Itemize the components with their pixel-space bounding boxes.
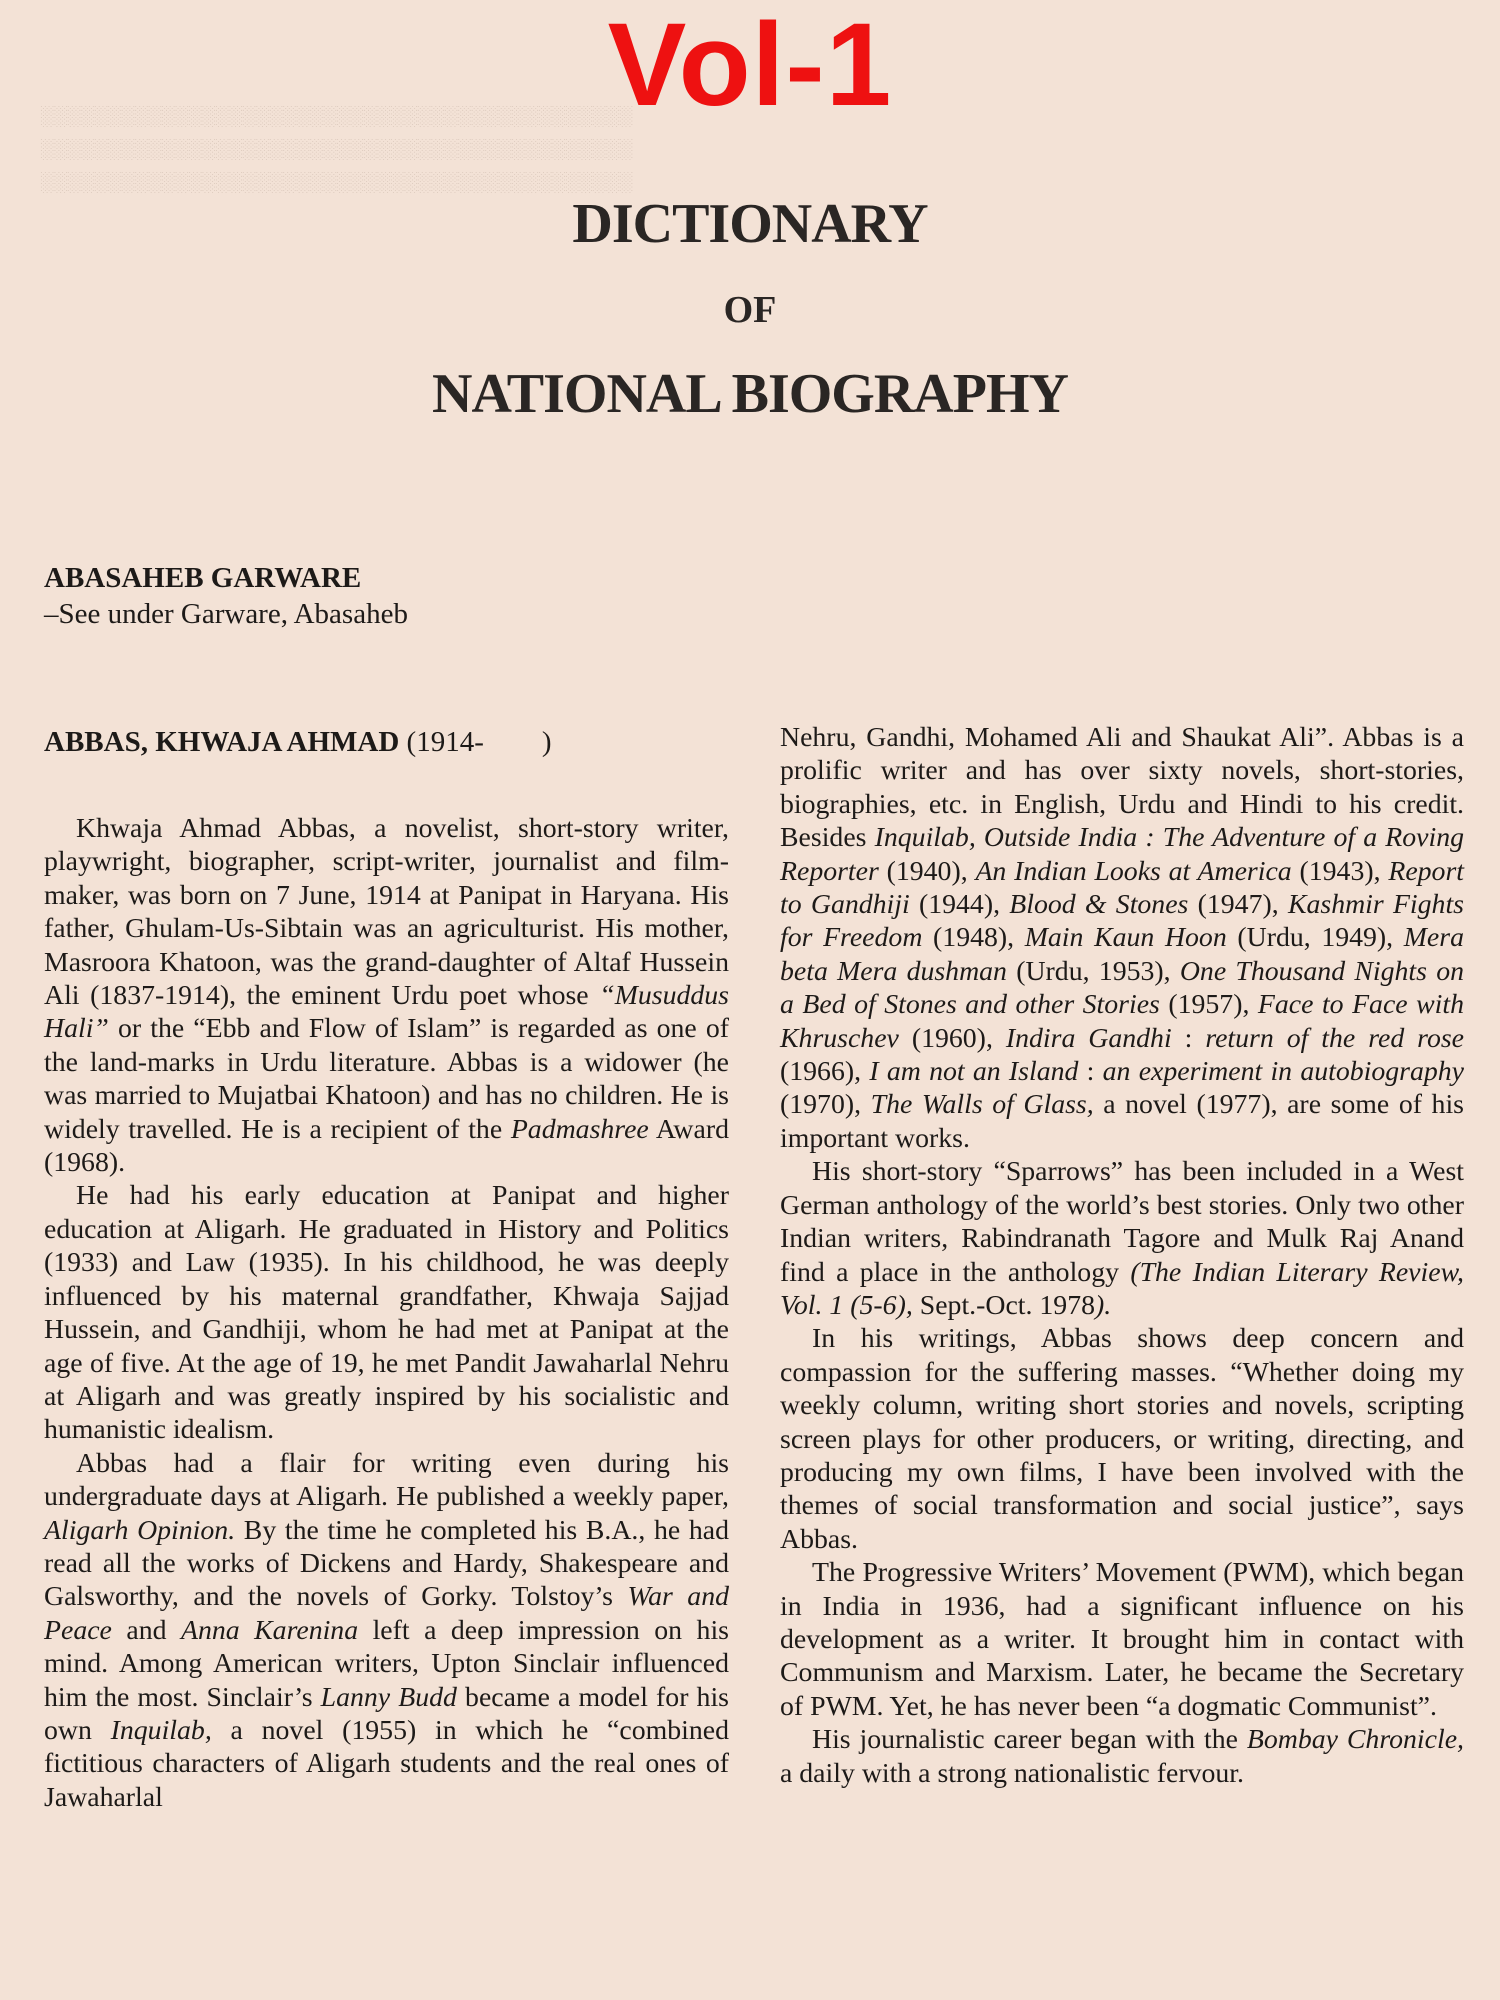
title-line-national-biography: NATIONAL BIOGRAPHY [432, 363, 1068, 425]
right-column [780, 721, 1464, 1790]
volume-label: Vol-1 [607, 0, 893, 131]
paragraph: The Progressive Writers’ Movement (PWM), which began in India in 1936, had a significant influence on his development as a writer. It brought him in contact with Communism and Marxism. Later, he became the Secretary of PWM. Yet, he has never been “a dogmatic Communist”. [780, 1557, 1464, 1722]
paragraph: His short-story “Sparrows” has been included in a West German anthology of the world’s best stories. Only two other Indian writers, Rabindranath Tagore and Mulk Raj Anand find a place in the anthology (The Indian Literary Review, Vol. 1 (5-6), Sept.-Oct. 1978). [780, 1156, 1464, 1321]
title-line-of: OF [723, 289, 777, 331]
paragraph: He had his early education at Panipat and higher education at Aligarh. He graduated in History and Politics (1933) and Law (1935). In his childhood, he was deeply influenced by his maternal grandfather, Khwaja Sajjad Hussein, and Gandhiji, whom he had met at Panipat at the age of five. At the age of 19, he met Pandit Jawaharlal Nehru at Aligarh and was greatly inspired by his socialistic and humanistic idealism. [44, 1180, 729, 1446]
entry-cross-reference: –See under Garware, Abasaheb [44, 598, 408, 630]
paragraph: Nehru, Gandhi, Mohamed Ali and Shaukat Ali”. Abbas is a prolific writer and has over sixty novels, short-stories, biographies, etc. in English, Urdu and Hindi to his credit. Besides Inquilab, Outside India : The Adventure of a Roving Reporter (1940), An Indian Looks at America (1943), Report to Gandhiji (1944), Blood & Stones (1947), Kashmir Fights for Freedom (1948), Main Kaun Hoon (Urdu, 1949), Mera beta Mera dushman (Urdu, 1953), One Thousand Nights on a Bed of Stones and other Stories (1957), Face to Face with Khruschev (1960), Indira Gandhi : return of the red rose (1966), I am not an Island : an experiment in autobiography (1970), The Walls of Glass, a novel (1977), are some of his important works. [780, 722, 1465, 1154]
entry-name: ABBAS, KHWAJA AHMAD [44, 726, 400, 758]
paragraph: Khwaja Ahmad Abbas, a novelist, short-story writer, playwright, biographer, script-writer, journalist and film-maker, was born on 7 June, 1914 at Panipat in Haryana. His father, Ghulam-Us-Sibtain was an agriculturist. His mother, Masroora Khatoon, was the grand-daughter of Altaf Hussein Ali (1837-1914), the eminent Urdu poet whose “Musuddus Hali” or the “Ebb and Flow of Islam” is regarded as one of the land-marks in Urdu literature. Abbas is a widower (he was married to Mujatbai Khatoon) and has no children. He is widely travelled. He is a recipient of the Padmashree Award (1968). [44, 813, 729, 1179]
paragraph: In his writings, Abbas shows deep concern and compassion for the suffering masses. “Whether doing my weekly column, writing short stories and novels, scripting screen plays for other producers, or writing, directing, and producing my own films, I have been involved with the themes of social transformation and social justice”, says Abbas. [780, 1323, 1464, 1555]
title-line-dictionary: DICTIONARY [572, 193, 928, 255]
entry-heading-abbas [44, 724, 729, 760]
paragraph: His journalistic career began with the Bombay Chronicle, a daily with a strong nationalistic fervour. [780, 1724, 1464, 1789]
paragraph: Abbas had a flair for writing even during his undergraduate days at Aligarh. He published a weekly paper, Aligarh Opinion. By the time he completed his B.A., he had read all the works of Dickens and Hardy, Shakespeare and Galsworthy, and the novels of Gorky. Tolstoy’s War and Peace and Anna Karenina left a deep impression on his mind. Among American writers, Upton Sinclair influenced him the most. Sinclair’s Lanny Budd became a model for his own Inquilab, a novel (1955) in which he “combined fictitious characters of Aligarh students and the real ones of Jawaharlal [44, 1447, 729, 1813]
entry-name: ABASAHEB GARWARE [44, 562, 362, 594]
left-column [44, 724, 729, 1814]
entry-dates: (1914- ) [406, 726, 552, 758]
show-through-texture: ░░░░░░░░░░░░░░░░░░░░░░░░░░░░░░░░░░░░░░░░░░░░ ░░░░░░░░░░░░░░░░░░░░░░░░░░░░░░░░░░░░░░░░░░░░ ░░░░░░░░░░░░░░░░░░░░░░░░░░░░░░░░░░░░░░░░░░░░ [40, 106, 633, 193]
entry-abasaheb-garware [44, 560, 744, 632]
